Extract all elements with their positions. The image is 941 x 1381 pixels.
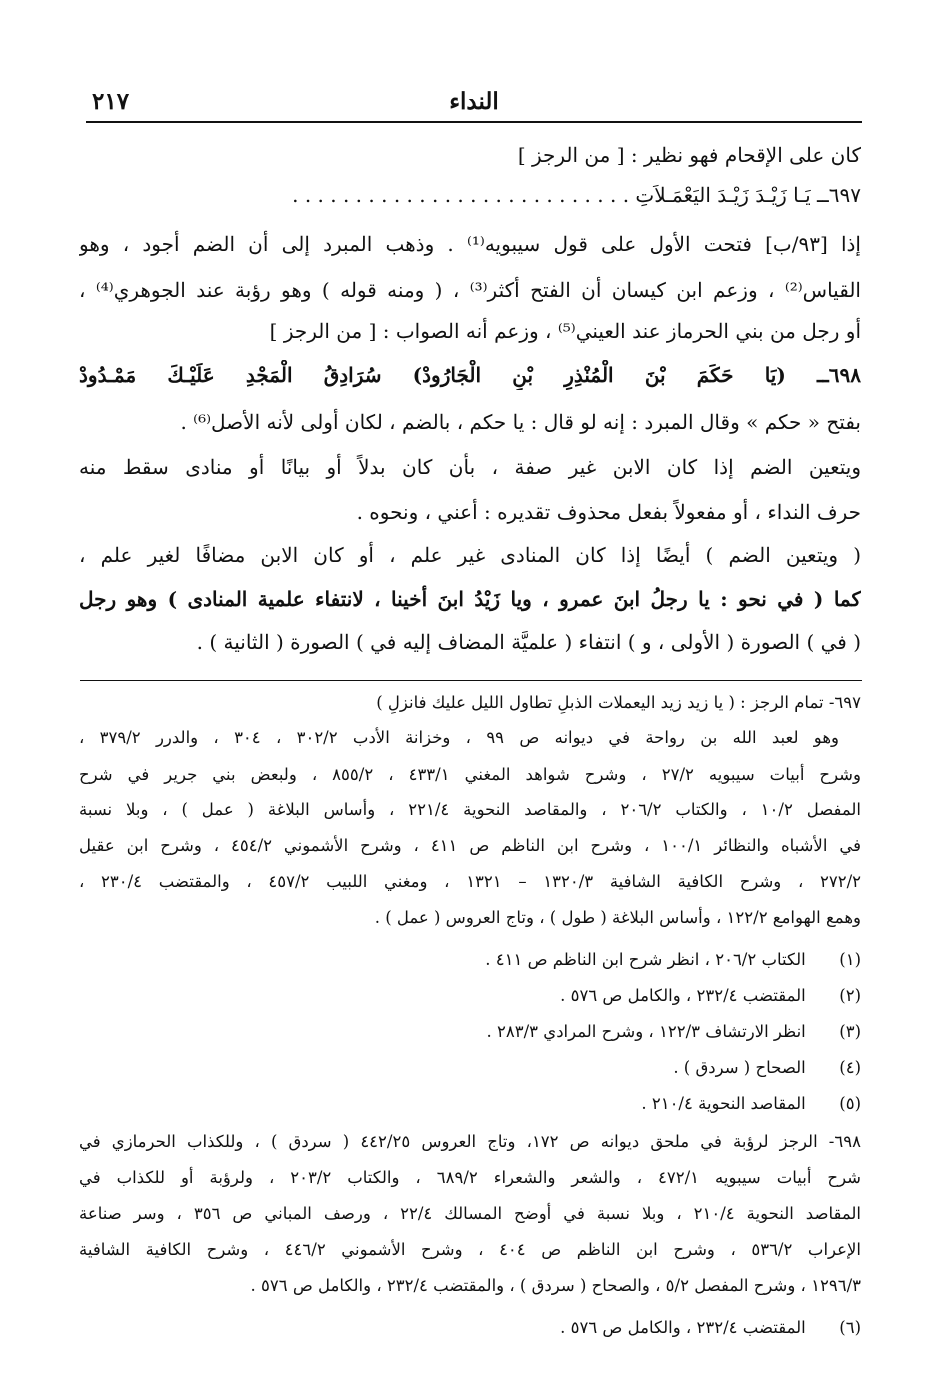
main-line: حرف النداء ، أو مفعولاً بفعل محذوف تقديره : أعني ، ونحوه . [356,500,861,524]
note-line [79,1315,861,1341]
chapter-title: النداء [449,88,499,115]
note-text: المقتضب ٢٣٢/٤ ، والكامل ص ٥٧٦ . [560,986,806,1005]
footnote-line: ٦٩٨- الرجز لرؤبة في ملحق ديوانه ص ١٧٢، وتاج العروس ٤٤٢/٢٥ ( سردق ) ، وللكذاب الحرمازي في [79,1132,861,1151]
note-text: المقتضب ٢٣٢/٤ ، والكامل ص ٥٧٦ . [560,1318,806,1337]
note-number: (١) [839,950,861,969]
main-line: ( في ) الصورة ( الأولى ، و ) انتفاء ( علميَّة المضاف إليه في ) الصورة ( الثانية ) . [196,630,861,654]
footnote-line: شرح أبيات سيبويه ٤٧٢/١ ، والشعر والشعراء ٦٨٩/٢ ، والكتاب ٢٠٣/٢ ، ولرؤبة أو للكذاب في [79,1168,861,1187]
note-number: (٤) [839,1058,861,1077]
note-text: الصحاح ( سردق ) . [673,1058,806,1077]
note-line [79,1055,861,1081]
footnote-line: وشرح أبيات سيبويه ٢٧/٢ ، وشرح شواهد المغني ٤٣٣/١ ، ٨٥٥/٢ ، ولبعض بني جرير في شرح [79,765,861,784]
note-line [79,1091,861,1117]
footnote-line: وهو لعبد الله بن رواحة في ديوانه ص ٩٩ ، وخزانة الأدب ٣٠٢/٢ ، ٣٠٤ ، والدرر ٣٧٩/٢ ، [79,728,839,747]
footnote-rule [80,680,862,681]
verse-line: ٦٩٨ــ (يَا حَكَمَ بْنَ الْمُنْذِرِ بْنِ الْجَارُودْ) سُرَادِقُ الْمَجْدِ عَلَيْـكَ مَمْـدُودْ [79,363,861,387]
note-text: الكتاب ٢٠٦/٢ ، انظر شرح ابن الناظم ص ٤١١ . [485,950,806,969]
note-text: المقاصد النحوية ٢١٠/٤ . [641,1094,806,1113]
verse-line: ٦٩٧ــ يَـا زَيْـدَ زَيْـدَ اليَعْمَـلاَتِ . . . . . . . . . . . . . . . . . . . . . . . . . . . [292,183,861,207]
footnote-line: المفصل ١٠/٢ ، والكتاب ٢٠٦/٢ ، والمقاصد النحوية ٢٢١/٤ ، وأساس البلاغة ( عمل ) ، وبلا نسبة [79,800,861,819]
main-line: بفتح « حكم » وقال المبرد : إنه لو قال : يا حكم ، بالضم ، لكان أولى لأنه الأصل⁽⁶⁾ . [180,410,861,434]
footnote-line: وهمع الهوامع ١٢٢/٢ ، وأساس البلاغة ( طول ) ، وتاج العروس ( عمل ) . [374,908,861,927]
footnote-line: ٦٩٧- تمام الرجز : ( يا زيد زيد اليعملات الذبلِ تطاول الليل عليك فانزلِ ) [376,693,861,712]
page-number: ٢١٧ [92,88,130,115]
header-rule [86,121,862,123]
note-number: (٢) [839,986,861,1005]
note-line [79,983,861,1009]
note-number: (٥) [839,1094,861,1113]
note-line [79,947,861,973]
main-line: كما ( في نحو : يا رجلُ ابنَ عمرو ، ويا زَيْدُ ابنَ أخينا ، لانتفاء علمية المنادى ) وهو رجل [79,587,861,611]
note-text: انظر الارتشاف ١٢٢/٣ ، وشرح المرادي ٢٨٣/٣ . [486,1022,806,1041]
main-line: أو رجل من بني الحرماز عند العيني⁽⁵⁾ ، وزعم أنه الصواب : [ من الرجز ] [269,319,861,343]
main-line: إذا [٩٣/ب] فتحت الأول على قول سيبويه⁽¹⁾ . وذهب المبرد إلى أن الضم أجود ، وهو [79,232,861,256]
footnote-line: ٢٧٢/٢ ، وشرح الكافية الشافية ١٣٢٠/٣ – ١٣٢١ ، ومغني اللبيب ٤٥٧/٢ ، والمقتضب ٢٣٠/٤ ، [79,872,861,891]
note-line [79,1019,861,1045]
main-line: كان على الإقحام فهو نظير : [ من الرجز ] [517,143,861,167]
main-line: ( ويتعين الضم ) أيضًا إذا كان المنادى غير علم ، أو كان الابن مضافًا لغير علم ، [79,543,861,567]
footnote-line: ١٢٩٦/٣ ، وشرح المفصل ٥/٢ ، والصحاح ( سردق ) ، والمقتضب ٢٣٢/٤ ، والكامل ص ٥٧٦ . [250,1276,861,1295]
note-number: (٣) [839,1022,861,1041]
footnote-line: الإعراب ٥٣٦/٢ ، وشرح ابن الناظم ص ٤٠٤ ، وشرح الأشموني ٤٤٦/٢ ، وشرح الكافية الشافية [79,1240,861,1259]
main-line: ويتعين الضم إذا كان الابن غير صفة ، بأن كان بدلاً أو بيانًا أو منادى سقط منه [79,455,861,479]
note-number: (٦) [839,1318,861,1337]
running-header [86,88,862,120]
footnote-line: المقاصد النحوية ٢١٠/٤ ، وبلا نسبة في أوضح المسالك ٢٢/٤ ، ورصف المباني ص ٣٥٦ ، وسر صناعة [79,1204,861,1223]
main-line: القياس⁽²⁾ ، وزعم ابن كيسان أن الفتح أكثر⁽³⁾ ، ( ومنه قوله ) وهو رؤبة عند الجوهري⁽⁴⁾ ، [79,278,861,302]
footnote-line: في الأشباه والنظائر ١٠٠/١ ، وشرح ابن الناظم ص ٤١١ ، وشرح الأشموني ٤٥٤/٢ ، وشرح ابن عقيل [79,836,861,855]
